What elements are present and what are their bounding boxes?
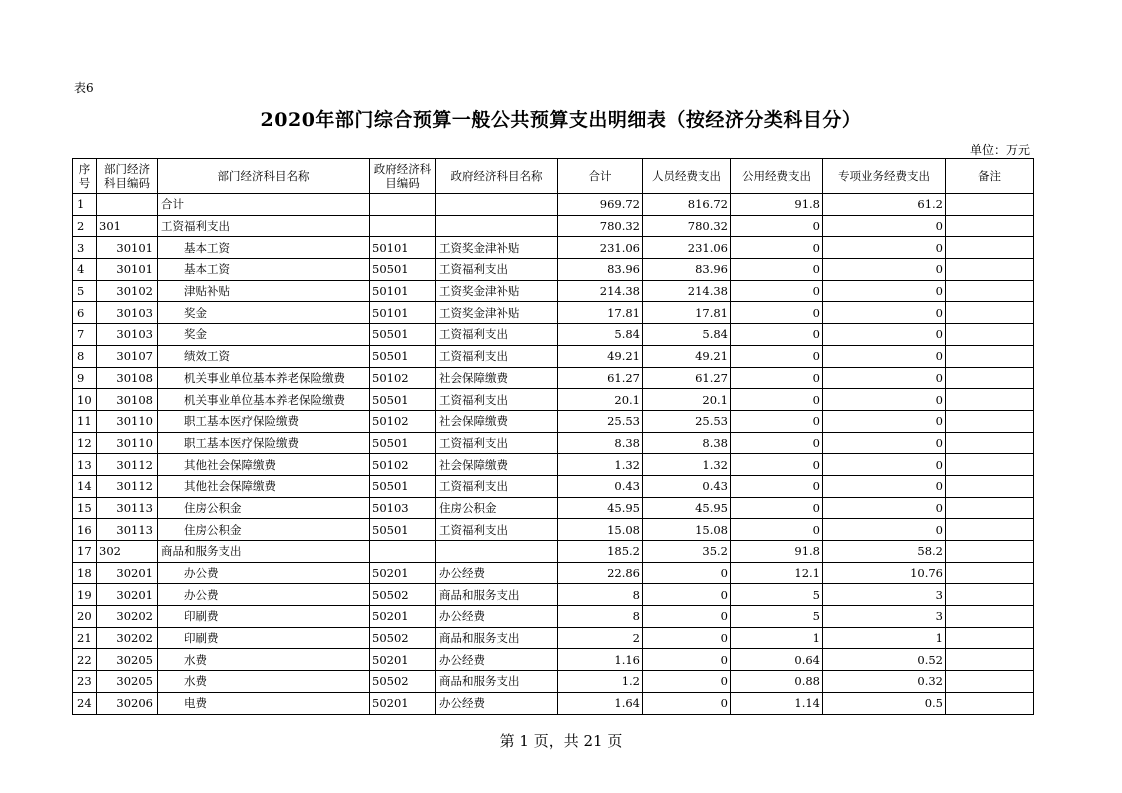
cell-dept-code: 30205	[97, 649, 158, 671]
cell-remark	[946, 215, 1034, 237]
cell-personnel: 231.06	[643, 237, 731, 259]
cell-dept-code: 30103	[97, 324, 158, 346]
table-row	[73, 259, 1034, 281]
cell-dept-code: 30202	[97, 606, 158, 628]
cell-total: 185.2	[558, 541, 643, 563]
header-row	[73, 159, 1034, 194]
cell-gov-name: 社会保障缴费	[436, 410, 558, 432]
cell-gov-name	[436, 215, 558, 237]
cell-seq: 7	[73, 324, 97, 346]
table-row	[73, 692, 1034, 714]
cell-public: 0	[731, 259, 823, 281]
cell-personnel: 25.53	[643, 410, 731, 432]
cell-personnel: 17.81	[643, 302, 731, 324]
cell-total: 8	[558, 606, 643, 628]
cell-total: 2	[558, 627, 643, 649]
cell-gov-code: 50102	[370, 367, 436, 389]
cell-gov-code: 50502	[370, 627, 436, 649]
cell-total: 8	[558, 584, 643, 606]
cell-remark	[946, 475, 1034, 497]
cell-total: 45.95	[558, 497, 643, 519]
cell-dept-name: 绩效工资	[158, 345, 370, 367]
cell-total: 15.08	[558, 519, 643, 541]
cell-total: 22.86	[558, 562, 643, 584]
cell-gov-code: 50501	[370, 345, 436, 367]
cell-dept-name: 水费	[158, 671, 370, 693]
cell-gov-name: 商品和服务支出	[436, 627, 558, 649]
cell-dept-code: 30202	[97, 627, 158, 649]
cell-dept-code: 30113	[97, 497, 158, 519]
cell-dept-code: 30201	[97, 584, 158, 606]
cell-dept-code: 30102	[97, 280, 158, 302]
header-total: 合计	[558, 159, 643, 194]
cell-remark	[946, 584, 1034, 606]
cell-special: 0	[823, 237, 946, 259]
cell-total: 1.2	[558, 671, 643, 693]
cell-dept-name: 机关事业单位基本养老保险缴费	[158, 367, 370, 389]
cell-gov-name: 办公经费	[436, 649, 558, 671]
cell-dept-name: 其他社会保障缴费	[158, 475, 370, 497]
budget-table	[72, 158, 1034, 715]
cell-personnel: 0	[643, 671, 731, 693]
table-row	[73, 432, 1034, 454]
table-row	[73, 302, 1034, 324]
cell-seq: 21	[73, 627, 97, 649]
cell-special: 58.2	[823, 541, 946, 563]
cell-gov-code: 50102	[370, 410, 436, 432]
cell-gov-code: 50501	[370, 475, 436, 497]
cell-dept-code: 30107	[97, 345, 158, 367]
cell-seq: 19	[73, 584, 97, 606]
table-row	[73, 410, 1034, 432]
cell-remark	[946, 519, 1034, 541]
cell-dept-name: 办公费	[158, 562, 370, 584]
cell-gov-name	[436, 194, 558, 216]
cell-special: 0	[823, 454, 946, 476]
cell-gov-name: 商品和服务支出	[436, 584, 558, 606]
cell-special: 3	[823, 606, 946, 628]
cell-special: 61.2	[823, 194, 946, 216]
cell-gov-code: 50201	[370, 649, 436, 671]
cell-dept-name: 奖金	[158, 324, 370, 346]
header-personnel: 人员经费支出	[643, 159, 731, 194]
cell-public: 0	[731, 497, 823, 519]
cell-total: 83.96	[558, 259, 643, 281]
cell-personnel: 816.72	[643, 194, 731, 216]
header-public: 公用经费支出	[731, 159, 823, 194]
cell-special: 0	[823, 410, 946, 432]
cell-total: 780.32	[558, 215, 643, 237]
cell-special: 0	[823, 324, 946, 346]
cell-gov-name: 工资福利支出	[436, 259, 558, 281]
table-row	[73, 367, 1034, 389]
cell-personnel: 214.38	[643, 280, 731, 302]
cell-public: 0	[731, 454, 823, 476]
cell-dept-name: 办公费	[158, 584, 370, 606]
cell-public: 1.14	[731, 692, 823, 714]
cell-dept-code: 30110	[97, 432, 158, 454]
cell-total: 8.38	[558, 432, 643, 454]
cell-seq: 20	[73, 606, 97, 628]
cell-gov-code: 50502	[370, 584, 436, 606]
cell-seq: 17	[73, 541, 97, 563]
cell-gov-code: 50101	[370, 302, 436, 324]
header-seq: 序号	[73, 159, 97, 194]
cell-personnel: 5.84	[643, 324, 731, 346]
cell-dept-name: 商品和服务支出	[158, 541, 370, 563]
cell-total: 214.38	[558, 280, 643, 302]
cell-gov-code: 50501	[370, 259, 436, 281]
cell-public: 0.88	[731, 671, 823, 693]
cell-dept-name: 合计	[158, 194, 370, 216]
cell-personnel: 35.2	[643, 541, 731, 563]
cell-gov-name: 工资奖金津补贴	[436, 302, 558, 324]
cell-special: 0	[823, 497, 946, 519]
table-body	[73, 194, 1034, 715]
cell-seq: 10	[73, 389, 97, 411]
header-gov-code: 政府经济科目编码	[370, 159, 436, 194]
cell-special: 0.32	[823, 671, 946, 693]
cell-seq: 2	[73, 215, 97, 237]
cell-personnel: 61.27	[643, 367, 731, 389]
cell-seq: 3	[73, 237, 97, 259]
cell-personnel: 0	[643, 562, 731, 584]
table-row	[73, 475, 1034, 497]
cell-dept-name: 印刷费	[158, 606, 370, 628]
cell-gov-name: 商品和服务支出	[436, 671, 558, 693]
cell-public: 5	[731, 584, 823, 606]
cell-dept-name: 水费	[158, 649, 370, 671]
cell-dept-code: 302	[97, 541, 158, 563]
header-special: 专项业务经费支出	[823, 159, 946, 194]
cell-public: 0	[731, 237, 823, 259]
cell-gov-code: 50102	[370, 454, 436, 476]
cell-public: 91.8	[731, 194, 823, 216]
cell-public: 91.8	[731, 541, 823, 563]
cell-seq: 23	[73, 671, 97, 693]
cell-special: 0	[823, 475, 946, 497]
table-row	[73, 519, 1034, 541]
cell-total: 25.53	[558, 410, 643, 432]
cell-personnel: 780.32	[643, 215, 731, 237]
cell-public: 0	[731, 324, 823, 346]
table-row	[73, 454, 1034, 476]
cell-special: 0	[823, 259, 946, 281]
table-row	[73, 671, 1034, 693]
cell-total: 61.27	[558, 367, 643, 389]
cell-special: 0	[823, 280, 946, 302]
cell-total: 1.32	[558, 454, 643, 476]
cell-gov-name: 办公经费	[436, 606, 558, 628]
cell-personnel: 0	[643, 627, 731, 649]
cell-seq: 14	[73, 475, 97, 497]
cell-special: 0	[823, 345, 946, 367]
cell-dept-name: 印刷费	[158, 627, 370, 649]
cell-dept-code: 30101	[97, 237, 158, 259]
table-row	[73, 345, 1034, 367]
cell-public: 12.1	[731, 562, 823, 584]
cell-remark	[946, 345, 1034, 367]
cell-remark	[946, 194, 1034, 216]
cell-dept-name: 奖金	[158, 302, 370, 324]
cell-seq: 24	[73, 692, 97, 714]
cell-remark	[946, 302, 1034, 324]
cell-seq: 13	[73, 454, 97, 476]
header-gov-name: 政府经济科目名称	[436, 159, 558, 194]
cell-gov-code	[370, 194, 436, 216]
table-row	[73, 606, 1034, 628]
cell-dept-name: 机关事业单位基本养老保险缴费	[158, 389, 370, 411]
cell-dept-code	[97, 194, 158, 216]
cell-public: 0	[731, 519, 823, 541]
cell-dept-code: 30108	[97, 389, 158, 411]
cell-personnel: 0	[643, 584, 731, 606]
cell-personnel: 83.96	[643, 259, 731, 281]
cell-dept-name: 电费	[158, 692, 370, 714]
cell-remark	[946, 562, 1034, 584]
cell-gov-code: 50101	[370, 280, 436, 302]
cell-seq: 6	[73, 302, 97, 324]
table-row	[73, 215, 1034, 237]
cell-dept-code: 30101	[97, 259, 158, 281]
cell-gov-code: 50501	[370, 432, 436, 454]
cell-gov-code: 50501	[370, 519, 436, 541]
cell-gov-name: 工资福利支出	[436, 324, 558, 346]
cell-gov-code	[370, 215, 436, 237]
cell-personnel: 15.08	[643, 519, 731, 541]
cell-seq: 18	[73, 562, 97, 584]
cell-gov-code: 50101	[370, 237, 436, 259]
cell-dept-code: 30201	[97, 562, 158, 584]
cell-special: 0	[823, 215, 946, 237]
document-title: 2020年部门综合预算一般公共预算支出明细表（按经济分类科目分）	[260, 109, 862, 131]
cell-remark	[946, 367, 1034, 389]
cell-personnel: 1.32	[643, 454, 731, 476]
cell-dept-code: 30112	[97, 454, 158, 476]
cell-public: 0	[731, 410, 823, 432]
page-footer: 第 1 页，共 21 页	[499, 732, 623, 750]
cell-seq: 11	[73, 410, 97, 432]
cell-seq: 16	[73, 519, 97, 541]
cell-special: 3	[823, 584, 946, 606]
cell-remark	[946, 280, 1034, 302]
cell-remark	[946, 649, 1034, 671]
cell-dept-code: 30112	[97, 475, 158, 497]
cell-gov-name	[436, 541, 558, 563]
header-remark: 备注	[946, 159, 1034, 194]
cell-public: 0	[731, 345, 823, 367]
table-row	[73, 194, 1034, 216]
cell-gov-name: 工资奖金津补贴	[436, 237, 558, 259]
cell-seq: 1	[73, 194, 97, 216]
cell-special: 0	[823, 519, 946, 541]
table-row	[73, 324, 1034, 346]
cell-total: 231.06	[558, 237, 643, 259]
cell-gov-name: 工资福利支出	[436, 389, 558, 411]
cell-gov-name: 社会保障缴费	[436, 454, 558, 476]
cell-seq: 9	[73, 367, 97, 389]
cell-dept-name: 其他社会保障缴费	[158, 454, 370, 476]
cell-dept-name: 住房公积金	[158, 519, 370, 541]
cell-public: 0	[731, 280, 823, 302]
cell-remark	[946, 237, 1034, 259]
cell-gov-name: 办公经费	[436, 692, 558, 714]
table-row	[73, 389, 1034, 411]
cell-special: 0	[823, 302, 946, 324]
cell-seq: 22	[73, 649, 97, 671]
cell-dept-code: 30108	[97, 367, 158, 389]
cell-dept-code: 30206	[97, 692, 158, 714]
cell-special: 0	[823, 367, 946, 389]
cell-remark	[946, 432, 1034, 454]
cell-gov-code	[370, 541, 436, 563]
cell-public: 0	[731, 367, 823, 389]
cell-gov-name: 住房公积金	[436, 497, 558, 519]
cell-special: 0	[823, 432, 946, 454]
cell-public: 0	[731, 302, 823, 324]
table-row	[73, 584, 1034, 606]
cell-remark	[946, 410, 1034, 432]
cell-personnel: 0	[643, 649, 731, 671]
cell-gov-name: 工资福利支出	[436, 519, 558, 541]
header-dept-name: 部门经济科目名称	[158, 159, 370, 194]
cell-gov-code: 50501	[370, 389, 436, 411]
cell-special: 0	[823, 389, 946, 411]
cell-dept-name: 职工基本医疗保险缴费	[158, 410, 370, 432]
cell-public: 0	[731, 432, 823, 454]
cell-gov-code: 50501	[370, 324, 436, 346]
cell-public: 0	[731, 475, 823, 497]
cell-gov-name: 工资福利支出	[436, 345, 558, 367]
cell-public: 5	[731, 606, 823, 628]
cell-gov-code: 50103	[370, 497, 436, 519]
cell-remark	[946, 671, 1034, 693]
table-row	[73, 562, 1034, 584]
cell-dept-code: 30103	[97, 302, 158, 324]
cell-total: 969.72	[558, 194, 643, 216]
cell-total: 5.84	[558, 324, 643, 346]
cell-gov-code: 50502	[370, 671, 436, 693]
cell-public: 0	[731, 389, 823, 411]
cell-public: 0	[731, 215, 823, 237]
table-row	[73, 280, 1034, 302]
cell-gov-name: 工资奖金津补贴	[436, 280, 558, 302]
cell-personnel: 20.1	[643, 389, 731, 411]
cell-special: 0.52	[823, 649, 946, 671]
cell-gov-name: 社会保障缴费	[436, 367, 558, 389]
cell-seq: 5	[73, 280, 97, 302]
cell-special: 10.76	[823, 562, 946, 584]
cell-dept-name: 工资福利支出	[158, 215, 370, 237]
cell-remark	[946, 627, 1034, 649]
cell-remark	[946, 389, 1034, 411]
cell-total: 17.81	[558, 302, 643, 324]
cell-personnel: 45.95	[643, 497, 731, 519]
cell-seq: 8	[73, 345, 97, 367]
cell-dept-name: 基本工资	[158, 237, 370, 259]
cell-dept-name: 津贴补贴	[158, 280, 370, 302]
cell-dept-code: 30113	[97, 519, 158, 541]
table-tag: 表6	[74, 81, 94, 95]
cell-gov-name: 办公经费	[436, 562, 558, 584]
table-row	[73, 649, 1034, 671]
cell-personnel: 0	[643, 692, 731, 714]
cell-total: 0.43	[558, 475, 643, 497]
cell-personnel: 49.21	[643, 345, 731, 367]
cell-personnel: 8.38	[643, 432, 731, 454]
cell-seq: 12	[73, 432, 97, 454]
table-row	[73, 627, 1034, 649]
cell-dept-name: 住房公积金	[158, 497, 370, 519]
cell-total: 1.64	[558, 692, 643, 714]
cell-dept-code: 301	[97, 215, 158, 237]
cell-remark	[946, 692, 1034, 714]
cell-public: 0.64	[731, 649, 823, 671]
cell-total: 49.21	[558, 345, 643, 367]
cell-dept-name: 基本工资	[158, 259, 370, 281]
cell-remark	[946, 541, 1034, 563]
cell-gov-code: 50201	[370, 692, 436, 714]
header-dept-code: 部门经济科目编码	[97, 159, 158, 194]
cell-total: 20.1	[558, 389, 643, 411]
cell-dept-code: 30110	[97, 410, 158, 432]
cell-remark	[946, 606, 1034, 628]
cell-gov-code: 50201	[370, 562, 436, 584]
cell-gov-name: 工资福利支出	[436, 475, 558, 497]
cell-dept-name: 职工基本医疗保险缴费	[158, 432, 370, 454]
cell-remark	[946, 454, 1034, 476]
unit-label: 单位：万元	[969, 143, 1030, 157]
table-row	[73, 497, 1034, 519]
cell-remark	[946, 324, 1034, 346]
cell-public: 1	[731, 627, 823, 649]
cell-gov-code: 50201	[370, 606, 436, 628]
cell-remark	[946, 497, 1034, 519]
cell-personnel: 0	[643, 606, 731, 628]
cell-dept-code: 30205	[97, 671, 158, 693]
cell-remark	[946, 259, 1034, 281]
cell-total: 1.16	[558, 649, 643, 671]
cell-gov-name: 工资福利支出	[436, 432, 558, 454]
cell-special: 0.5	[823, 692, 946, 714]
cell-seq: 15	[73, 497, 97, 519]
table-row	[73, 541, 1034, 563]
table-row	[73, 237, 1034, 259]
cell-personnel: 0.43	[643, 475, 731, 497]
cell-special: 1	[823, 627, 946, 649]
cell-seq: 4	[73, 259, 97, 281]
